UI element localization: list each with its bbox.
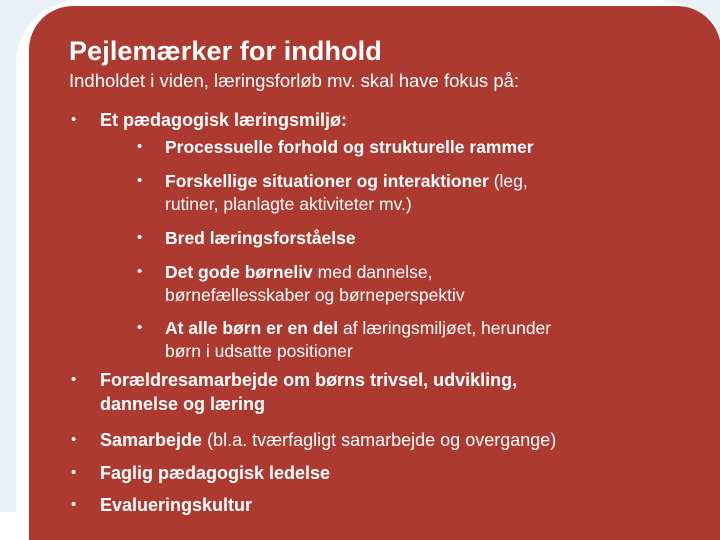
list-item-process-conditions <box>165 136 534 159</box>
list-item-leadership <box>100 461 330 485</box>
item-bold-text: Et pædagogisk læringsmiljø: <box>100 110 348 130</box>
item-regular-text: (bl.a. tværfagligt samarbejde og overgange) <box>202 430 557 450</box>
item-second-line: dannelse og læring <box>100 394 266 414</box>
list-item-evaluation-culture <box>100 493 252 517</box>
item-regular-text: af læringsmiljøet, herunder <box>338 318 552 338</box>
card-title: Pejlemærker for indhold <box>69 36 382 66</box>
list-item-collaboration <box>100 428 556 452</box>
bullet-icon: • <box>71 464 77 481</box>
bullet-icon: • <box>71 111 77 128</box>
bullet-icon: • <box>137 172 143 189</box>
item-bold-text: Samarbejde <box>100 430 203 450</box>
item-bold-text: Processuelle forhold og strukturelle rammer <box>165 137 534 157</box>
item-bold-text: Bred læringsforståelse <box>165 228 356 248</box>
bullet-icon: • <box>71 371 77 388</box>
bullet-icon: • <box>71 431 77 448</box>
list-item-parent-cooperation <box>100 368 517 416</box>
item-bold-text: Forskellige situationer og interaktioner <box>165 171 489 191</box>
item-second-line: børn i udsatte positioner <box>165 341 353 361</box>
list-item-situations-interactions <box>165 170 528 216</box>
item-regular-text: (leg, <box>488 171 528 191</box>
list-item-learning-understanding <box>165 227 356 250</box>
item-bold-text: Faglig pædagogisk ledelse <box>100 463 331 483</box>
item-bold-text: Forældresamarbejde om børns trivsel, udvikling, <box>100 370 518 390</box>
content-card <box>29 6 720 540</box>
item-second-line: rutiner, planlagte aktiviteter mv.) <box>165 194 412 214</box>
bullet-icon: • <box>137 263 143 280</box>
bullet-icon: • <box>137 319 143 336</box>
bullet-icon: • <box>137 229 143 246</box>
list-item-learning-environment <box>100 108 347 132</box>
card-subtitle: Indholdet i viden, læringsforløb mv. skal have fokus på: <box>69 70 520 91</box>
list-item-all-children <box>165 317 551 363</box>
bullet-icon: • <box>71 496 77 513</box>
item-bold-text: Evalueringskultur <box>100 495 253 515</box>
list-item-good-childhood <box>165 261 465 307</box>
item-bold-text: Det gode børneliv <box>165 262 313 282</box>
item-regular-text: med dannelse, <box>312 262 433 282</box>
item-second-line: børnefællesskaber og børneperspektiv <box>165 285 465 305</box>
bullet-icon: • <box>137 138 143 155</box>
item-bold-text: At alle børn er en del <box>165 318 339 338</box>
